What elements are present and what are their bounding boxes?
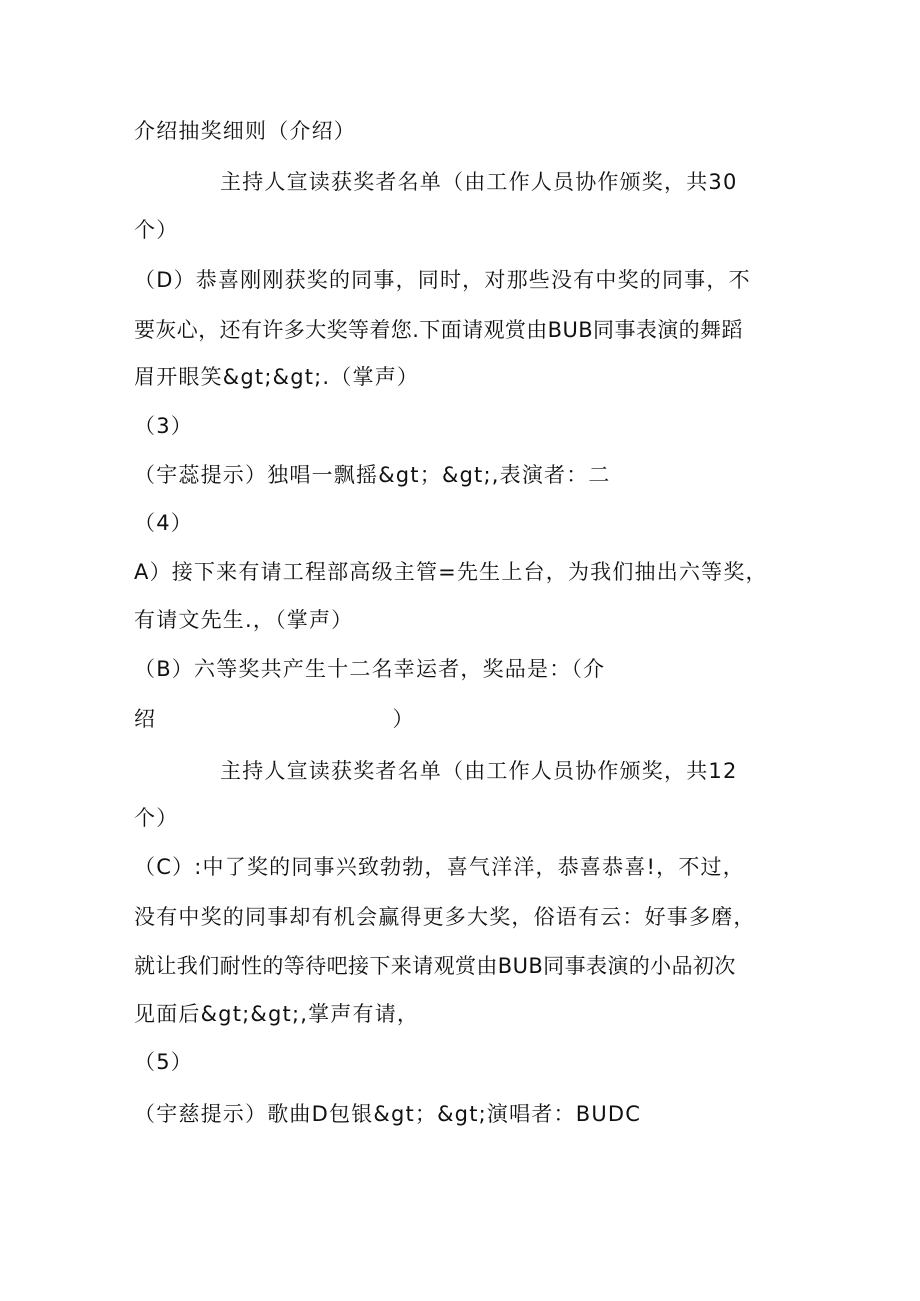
text-line-section-c: （C）:中了奖的同事兴致勃勃，喜气洋洋，恭喜恭喜!，不过，: [134, 855, 745, 879]
text-line-section-a: A）接下来有请工程部高级主管=先生上台，为我们抽出六等奖，: [134, 560, 768, 584]
text-line-section-b-cont: 绍 ）: [134, 707, 415, 731]
text-line-count-2: 个）: [134, 806, 179, 830]
text-line-section-d-end: 眉开眼笑&gt;&gt;.（掌声）: [134, 365, 420, 389]
text-line-section-a-cont: 有请文先生.，（掌声）: [134, 608, 354, 632]
text-line-solo-singing: （宇蕊提示）独唱一飘摇&gt；&gt;,表演者：二: [134, 463, 611, 487]
text-line-count: 个）: [134, 218, 179, 242]
text-line-item-3: （3）: [134, 414, 193, 438]
text-line-section-c-end: 见面后&gt;&gt;,掌声有请，: [134, 1002, 420, 1026]
text-line-item-5: （5）: [134, 1050, 193, 1074]
text-line-section-c-cont-2: 就让我们耐性的等待吧接下来请观赏由BUB同事表演的小品初次: [134, 954, 736, 978]
text-line-section-b: （B）六等奖共产生十二名幸运者，奖品是：（介: [134, 657, 606, 681]
text-line-lottery-rules: 介绍抽奖细则（介绍）: [134, 119, 356, 143]
text-line-host-reads-winners: 主持人宣读获奖者名单（由工作人员协作颁奖，共30: [220, 170, 738, 194]
text-line-section-d: （D）恭喜刚刚获奖的同事，同时，对那些没有中奖的同事，不: [134, 268, 751, 292]
text-line-item-4: （4）: [134, 511, 193, 535]
text-line-song: （宇慈提示）歌曲D包银&gt；&gt;演唱者：BUDC: [134, 1102, 642, 1126]
text-line-section-c-cont: 没有中奖的同事却有机会赢得更多大奖，俗语有云：好事多磨，: [134, 905, 756, 929]
text-line-host-reads-winners-2: 主持人宣读获奖者名单（由工作人员协作颁奖，共12: [220, 759, 738, 783]
text-line-section-d-cont: 要灰心，还有许多大奖等着您.下面请观赏由BUB同事表演的舞蹈: [134, 318, 743, 342]
